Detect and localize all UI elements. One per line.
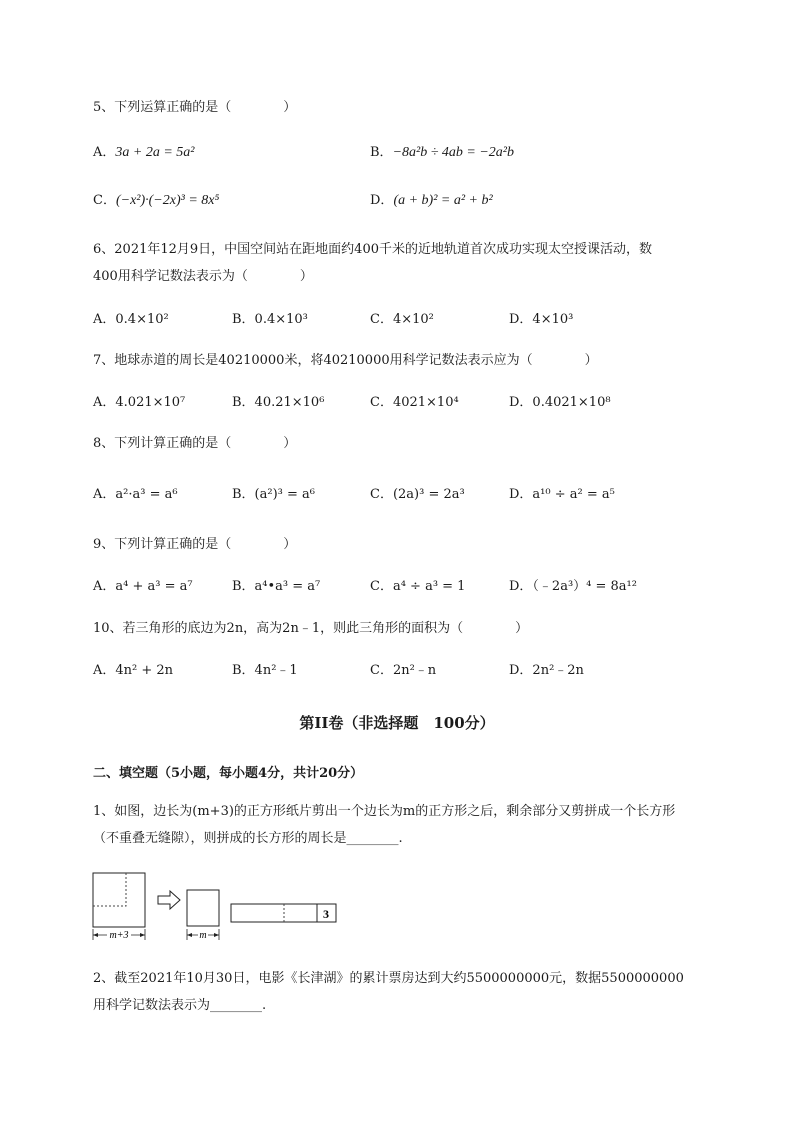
- small-square: [187, 890, 219, 926]
- q6-stem-line1: 6、2021年12月9日，中国空间站在距地面约400千米的近地轨道首次成功实现太空授课活动，数: [93, 242, 652, 257]
- q7-option-a: A．4.021×10⁷: [93, 395, 186, 410]
- q8-option-d: D．a¹⁰ ÷ a² = a⁵: [509, 487, 615, 502]
- dim-label-small: m: [199, 930, 207, 941]
- q9-option-b: B．a⁴•a³ = a⁷: [232, 579, 321, 594]
- inner-cut-line: [93, 873, 126, 906]
- q9-stem: 9、下列计算正确的是（ ）: [93, 537, 297, 552]
- q7-option-d: D．0.4021×10⁸: [509, 395, 611, 410]
- q8-option-c: C．(2a)³ = 2a³: [370, 487, 465, 502]
- q8-option-a: A．a²·a³ = a⁶: [93, 487, 178, 502]
- big-square: [93, 873, 145, 927]
- dim-label-big: m+3: [109, 930, 129, 941]
- arrow-icon: [158, 891, 180, 909]
- q9-option-d: D．（﹣2a³）⁴ = 8a¹²: [509, 579, 637, 594]
- f1-line2: （不重叠无缝隙），则拼成的长方形的周长是________.: [93, 831, 403, 846]
- q6-option-d: D．4×10³: [509, 312, 574, 327]
- q5-option-c: C．(−x²)·(−2x)³ = 8x⁵: [93, 193, 220, 208]
- section2-heading: 二、填空题（5小题，每小题4分，共计20分）: [93, 766, 364, 781]
- q10-stem: 10、若三角形的底边为2n，高为2n﹣1，则此三角形的面积为（ ）: [93, 621, 529, 636]
- q9-option-c: C．a⁴ ÷ a³ = 1: [370, 579, 466, 594]
- q10-option-a: A．4n² + 2n: [93, 663, 174, 678]
- square-cut-figure: [88, 868, 348, 944]
- f1-line1: 1、如图，边长为(m+3)的正方形纸片剪出一个边长为m的正方形之后，剩余部分又剪拼成一个长方形: [93, 804, 676, 819]
- q9-option-a: A．a⁴ + a³ = a⁷: [93, 579, 193, 594]
- f2-line1: 2、截至2021年10月30日，电影《长津湖》的累计票房达到大约5500000000元，数据5500000000: [93, 971, 684, 986]
- q5-stem: 5、下列运算正确的是（ ）: [93, 100, 297, 115]
- q6-option-b: B．0.4×10³: [232, 312, 308, 327]
- q10-option-c: C．2n²﹣n: [370, 663, 437, 678]
- q7-option-c: C．4021×10⁴: [370, 395, 459, 410]
- part2-title: 第II卷（非选择题 100分）: [299, 714, 495, 732]
- q6-stem-line2: 400用科学记数法表示为（ ）: [93, 269, 313, 284]
- q6-option-c: C．4×10²: [370, 312, 434, 327]
- q7-stem: 7、地球赤道的周长是40210000米，将40210000用科学记数法表示应为（ ）: [93, 353, 598, 368]
- q8-stem: 8、下列计算正确的是（ ）: [93, 436, 297, 451]
- q5-option-a: A．3a + 2a = 5a²: [93, 145, 195, 160]
- q7-option-b: B．40.21×10⁶: [232, 395, 325, 410]
- rect-label-3: 3: [323, 907, 329, 921]
- q5-option-d: D．(a + b)² = a² + b²: [370, 193, 493, 208]
- q8-option-b: B．(a²)³ = a⁶: [232, 487, 315, 502]
- q10-option-d: D．2n²﹣2n: [509, 663, 584, 678]
- q5-option-b: B．−8a²b ÷ 4ab = −2a²b: [370, 145, 514, 160]
- q10-option-b: B．4n²﹣1: [232, 663, 298, 678]
- f2-line2: 用科学记数法表示为________.: [93, 998, 267, 1013]
- q6-option-a: A．0.4×10²: [93, 312, 169, 327]
